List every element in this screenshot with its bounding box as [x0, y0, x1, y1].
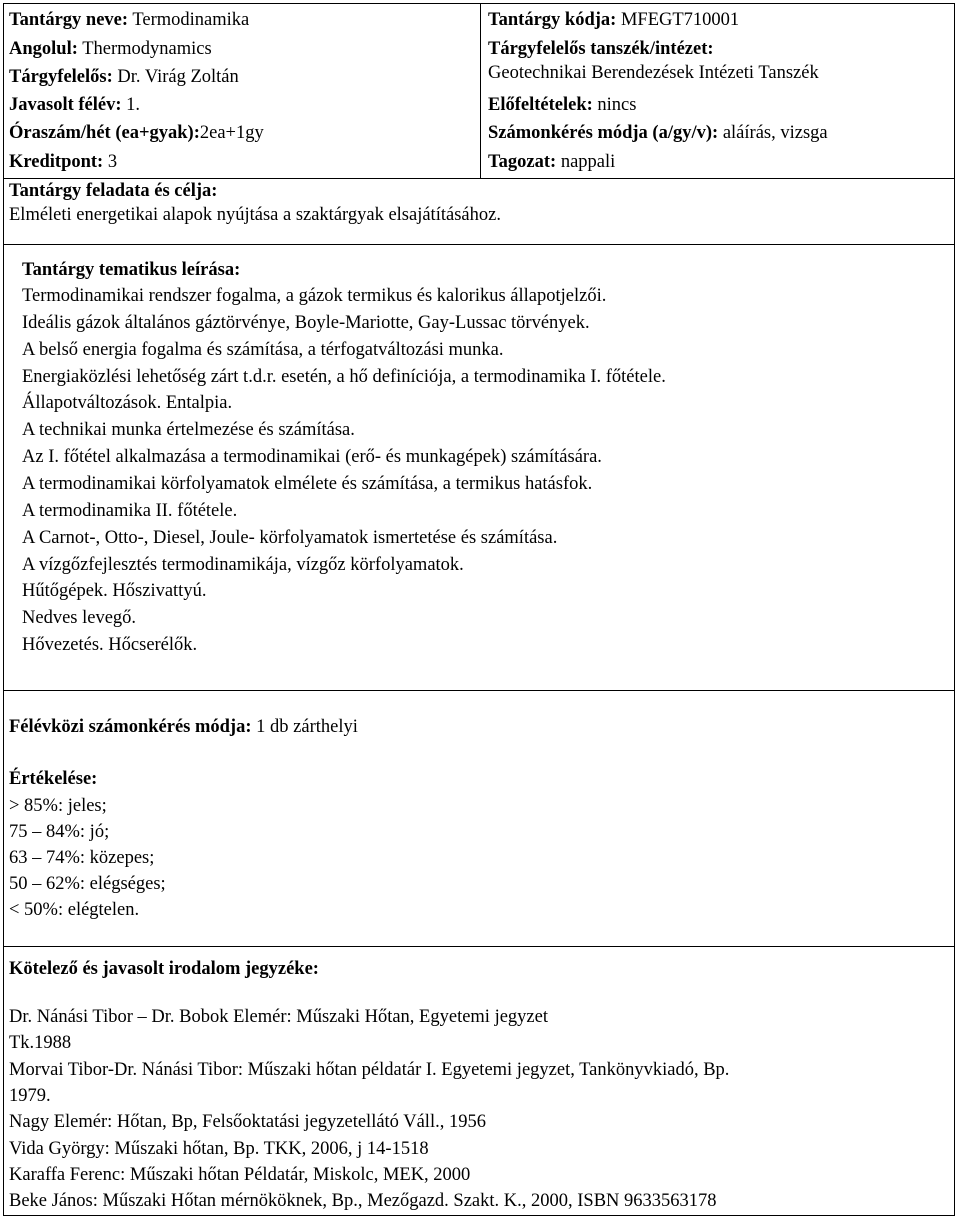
thematic-line: Hűtőgépek. Hőszivattyú.: [22, 581, 207, 601]
department-value: Geotechnikai Berendezések Intézeti Tanszék: [488, 63, 819, 83]
thematic-line: A technikai munka értelmezése és számítása.: [22, 420, 355, 440]
grading-line: 75 – 84%: jó;: [9, 822, 110, 842]
goal-text: Elméleti energetikai alapok nyújtása a szaktárgyak elsajátításához.: [9, 205, 501, 225]
prerequisites: Előfeltételek: nincs: [488, 95, 637, 115]
literature-line: Tk.1988: [9, 1033, 72, 1053]
thematic-line: A termodinamikai körfolyamatok elmélete és számítása, a termikus hatásfok.: [22, 474, 593, 494]
weekly-hours: Óraszám/hét (ea+gyak):2ea+1gy: [9, 123, 264, 143]
thematic-line: Termodinamikai rendszer fogalma, a gázok termikus és kalorikus állapotjelzői.: [22, 286, 607, 306]
subject-english-name: Angolul: Thermodynamics: [9, 39, 212, 59]
thematic-line: Az I. főtétel alkalmazása a termodinamikai (erő- és munkagépek) számítására.: [22, 447, 602, 467]
grading-line: < 50%: elégtelen.: [9, 900, 140, 920]
thematic-line: Állapotváltozások. Entalpia.: [22, 393, 233, 413]
literature-line: 1979.: [9, 1086, 51, 1106]
grading-line: 50 – 62%: elégséges;: [9, 874, 166, 894]
subject-name: Tantárgy neve: Termodinamika: [9, 10, 250, 30]
thematic-line: A belső energia fogalma és számítása, a térfogatváltozási munka.: [22, 340, 504, 360]
thematic-line: Ideális gázok általános gáztörvénye, Boyle-Mariotte, Gay-Lussac törvények.: [22, 313, 590, 333]
literature-line: Vida György: Műszaki hőtan, Bp. TKK, 2006, j 14-1518: [9, 1139, 429, 1159]
department-label: Tárgyfelelős tanszék/intézet:: [488, 39, 714, 59]
thematic-line: Hővezetés. Hőcserélők.: [22, 635, 198, 655]
literature-line: Karaffa Ferenc: Műszaki hőtan Példatár, Miskolc, MEK, 2000: [9, 1165, 471, 1185]
literature-label: Kötelező és javasolt irodalom jegyzéke:: [9, 959, 319, 979]
thematic-line: A Carnot-, Otto-, Diesel, Joule- körfolyamatok ismertetése és számítása.: [22, 528, 558, 548]
subject-code: Tantárgy kódja: MFEGT710001: [488, 10, 740, 30]
thematic-label: Tantárgy tematikus leírása:: [22, 260, 241, 280]
study-mode: Tagozat: nappali: [488, 152, 616, 172]
divider-thematic: [3, 690, 955, 691]
exam-type: Számonkérés módja (a/gy/v): aláírás, vizsga: [488, 123, 828, 143]
thematic-line: Energiaközlési lehetőség zárt t.d.r. esetén, a hő definíciója, a termodinamika I. főtétele.: [22, 367, 666, 387]
divider-header-columns: [480, 3, 481, 178]
credit-points: Kreditpont: 3: [9, 152, 118, 172]
thematic-line: Nedves levegő.: [22, 608, 137, 628]
literature-line: Dr. Nánási Tibor – Dr. Bobok Elemér: Műszaki Hőtan, Egyetemi jegyzet: [9, 1007, 548, 1027]
divider-goal: [3, 244, 955, 245]
grading-line: 63 – 74%: közepes;: [9, 848, 155, 868]
midterm-assessment: Félévközi számonkérés módja: 1 db zárthelyi: [9, 717, 358, 737]
grading-label: Értékelése:: [9, 769, 98, 789]
divider-header: [3, 178, 955, 179]
literature-line: Beke János: Műszaki Hőtan mérnököknek, Bp., Mezőgazd. Szakt. K., 2000, ISBN 9633563178: [9, 1191, 717, 1211]
subject-responsible: Tárgyfelelős: Dr. Virág Zoltán: [9, 67, 239, 87]
literature-line: Nagy Elemér: Hőtan, Bp, Felsőoktatási jegyzetellátó Váll., 1956: [9, 1112, 486, 1132]
grading-line: > 85%: jeles;: [9, 796, 107, 816]
thematic-line: A termodinamika II. főtétele.: [22, 501, 238, 521]
goal-label: Tantárgy feladata és célja:: [9, 181, 218, 201]
thematic-line: A vízgőzfejlesztés termodinamikája, vízgőz körfolyamatok.: [22, 555, 464, 575]
recommended-semester: Javasolt félév: 1.: [9, 95, 141, 115]
literature-line: Morvai Tibor-Dr. Nánási Tibor: Műszaki hőtan példatár I. Egyetemi jegyzet, Tankönyvkiadó, Bp.: [9, 1060, 730, 1080]
divider-grading: [3, 946, 955, 947]
